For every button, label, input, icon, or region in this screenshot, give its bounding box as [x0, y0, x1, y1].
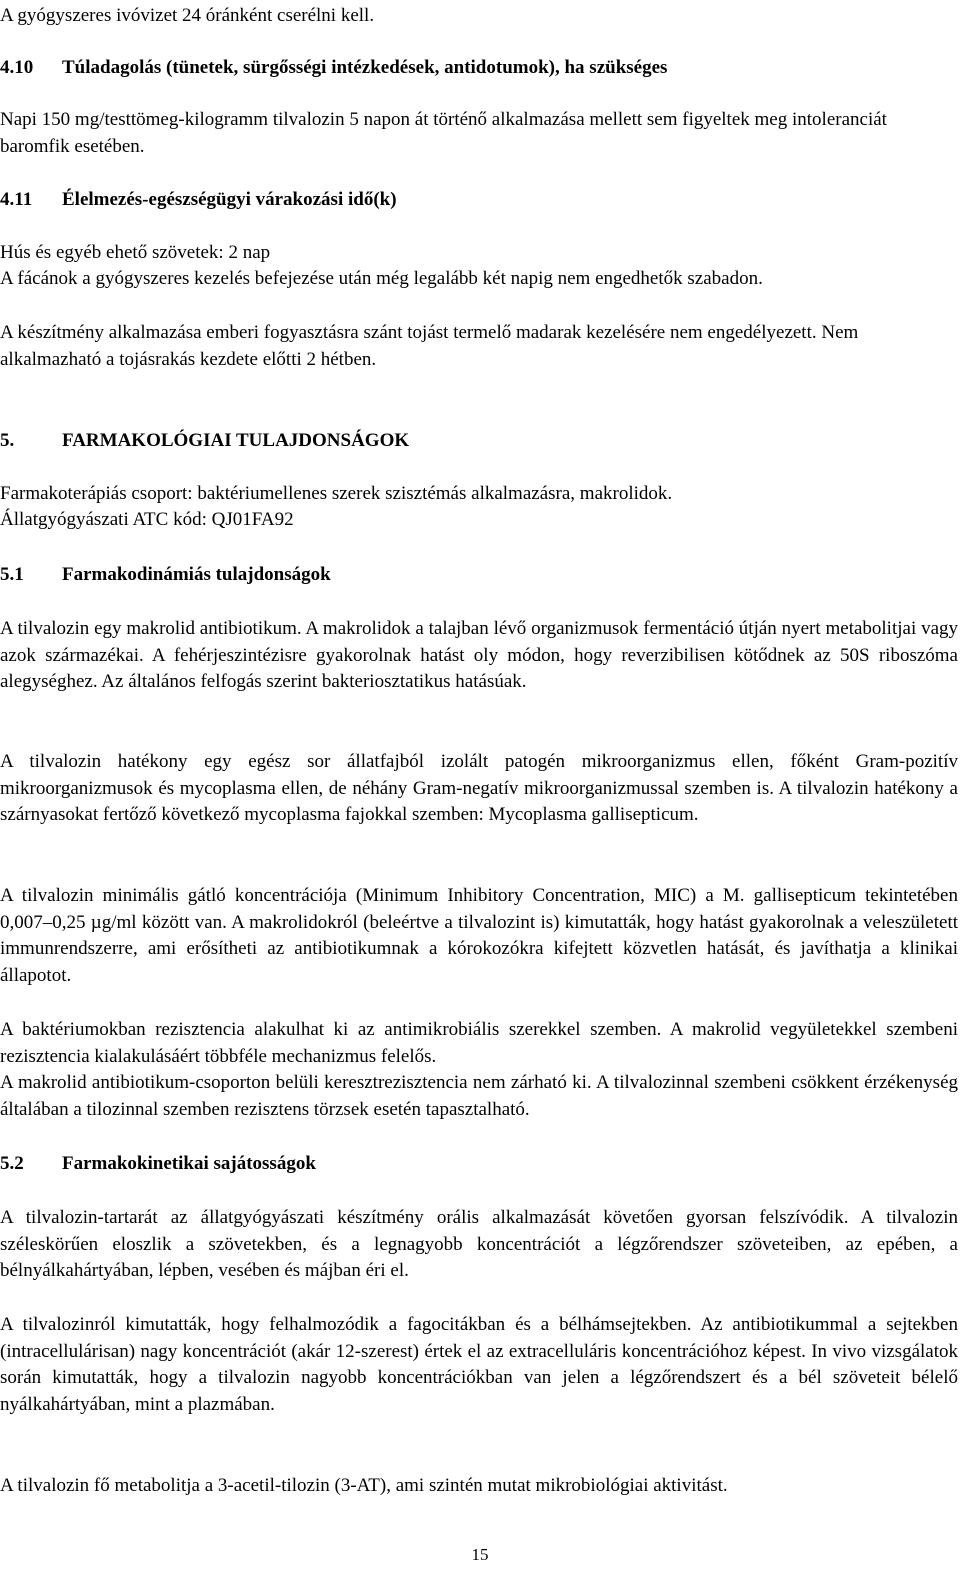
heading-title: Élelmezés-egészségügyi várakozási idő(k): [62, 189, 397, 210]
heading-title: FARMAKOLÓGIAI TULAJDONSÁGOK: [62, 430, 410, 451]
paragraph-5-2-b: A tilvalozinról kimutatták, hogy felhalmozódik a fagocitákban és a bélhámsejtekben. Az antibiotikummal a sejtekben (intracellulárisan) nagy koncentrációt (akár 12-szerest) értek el az extracelluláris koncentrációhoz képest. In vivo vizsgálatok során kimutatták, hogy a tilvalozin nagyobb koncentrációkban van jelen a légzőrendszert és a bél szöveteit bélelő nyálkahártyában, mint a plazmában.: [0, 1314, 958, 1415]
paragraph-egg-laying: A készítmény alkalmazása emberi fogyasztásra szánt tojást termelő madarak kezelésére nem engedélyezett. Nem alkalmazható a tojásrakás kezdete előtti 2 hétben.: [0, 322, 859, 370]
heading-number: 4.11: [0, 189, 33, 210]
withdrawal-pheasants: A fácánok a gyógyszeres kezelés befejezése után még legalább két napig nem engedhetők szabadon.: [0, 268, 763, 289]
paragraph-5-1-b: A tilvalozin hatékony egy egész sor állatfajból izolált patogén mikroorganizmus ellen, főként Gram-pozitív mikroorganizmusok és mycoplasma ellen, de néhány Gram-negatív mikroorganizmussal szemben is. A tilvalozin hatékony a szárnyasokat fertőző következő mycoplasma fajokkal szemben: Mycoplasma gallisepticum.: [0, 751, 958, 825]
withdrawal-meat: Hús és egyéb ehető szövetek: 2 nap: [0, 242, 271, 263]
top-line: A gyógyszeres ivóvizet 24 óránként cserélni kell.: [0, 5, 375, 26]
page-number: 15: [471, 1545, 489, 1564]
paragraph-5-2-a: A tilvalozin-tartarát az állatgyógyászati készítmény orális alkalmazását követően gyorsan felszívódik. A tilvalozin széleskörűen eloszlik a szövetekben, és a legnagyobb koncentrációt a légzőrendszer szöveteiben, az epében, a bélnyálkahártyában, lépben, vesében és májban éri el.: [0, 1207, 958, 1281]
heading-title: Farmakodinámiás tulajdonságok: [62, 564, 331, 585]
heading-number: 4.10: [0, 57, 34, 78]
heading-5-1: [0, 562, 958, 589]
atc-code: Állatgyógyászati ATC kód: QJ01FA92: [0, 509, 294, 530]
heading-number: 5.1: [0, 564, 24, 585]
heading-5-2: [0, 1151, 958, 1178]
heading-title: Túladagolás (tünetek, sürgősségi intézkedések, antidotumok), ha szükséges: [62, 57, 668, 78]
paragraph-5-1-d: A baktériumokban rezisztencia alakulhat ki az antimikrobiális szerekkel szemben. A makrolid vegyületekkel szembeni rezisztencia kialakulásáért többféle mechanizmus felelős.: [0, 1019, 958, 1067]
heading-number: 5.: [0, 430, 15, 451]
heading-4-10: [0, 55, 958, 82]
pharmacotherapeutic-group: Farmakoterápiás csoport: baktériumellenes szerek szisztémás alkalmazásra, makrolidok.: [0, 483, 673, 504]
heading-title: Farmakokinetikai sajátosságok: [62, 1153, 316, 1174]
paragraph-5-1-a: A tilvalozin egy makrolid antibiotikum. A makrolidok a talajban lévő organizmusok fermentáció útján nyert metabolitjai vagy azok származékai. A fehérjeszintézisre gyakorolnak hatást oly módon, hogy reverzibilisen kötődnek az 50S riboszóma alegységhez. Az általános felfogás szerint bakteriosztatikus hatásúak.: [0, 618, 958, 692]
heading-4-11: [0, 187, 958, 214]
paragraph-4-10: Napi 150 mg/testtömeg-kilogramm tilvalozin 5 napon át történő alkalmazása mellett sem figyeltek meg intoleranciát baromfik esetében.: [0, 109, 887, 157]
paragraph-5-1-c: A tilvalozin minimális gátló koncentrációja (Minimum Inhibitory Concentration, MIC) a M. gallisepticum tekintetében 0,007–0,25 µg/ml között van. A makrolidokról (beleértve a tilvalozint is) kimutatták, hogy hatást gyakorolnak a veleszületett immunrendszerre, ami erősítheti az antibiotikumnak a kórokozókra kifejtett közvetlen hatását, és javíthatja a klinikai állapotot.: [0, 885, 958, 986]
paragraph-5-2-c: A tilvalozin fő metabolitja a 3-acetil-tilozin (3-AT), ami szintén mutat mikrobiológiai aktivitást.: [0, 1475, 728, 1496]
heading-number: 5.2: [0, 1153, 24, 1174]
paragraph-5-1-e: A makrolid antibiotikum-csoporton belüli keresztrezisztencia nem zárható ki. A tilvalozinnal szembeni csökkent érzékenység általában a tilozinnal szemben rezisztens törzsek esetén tapasztalható.: [0, 1072, 958, 1120]
heading-5: [0, 428, 958, 455]
